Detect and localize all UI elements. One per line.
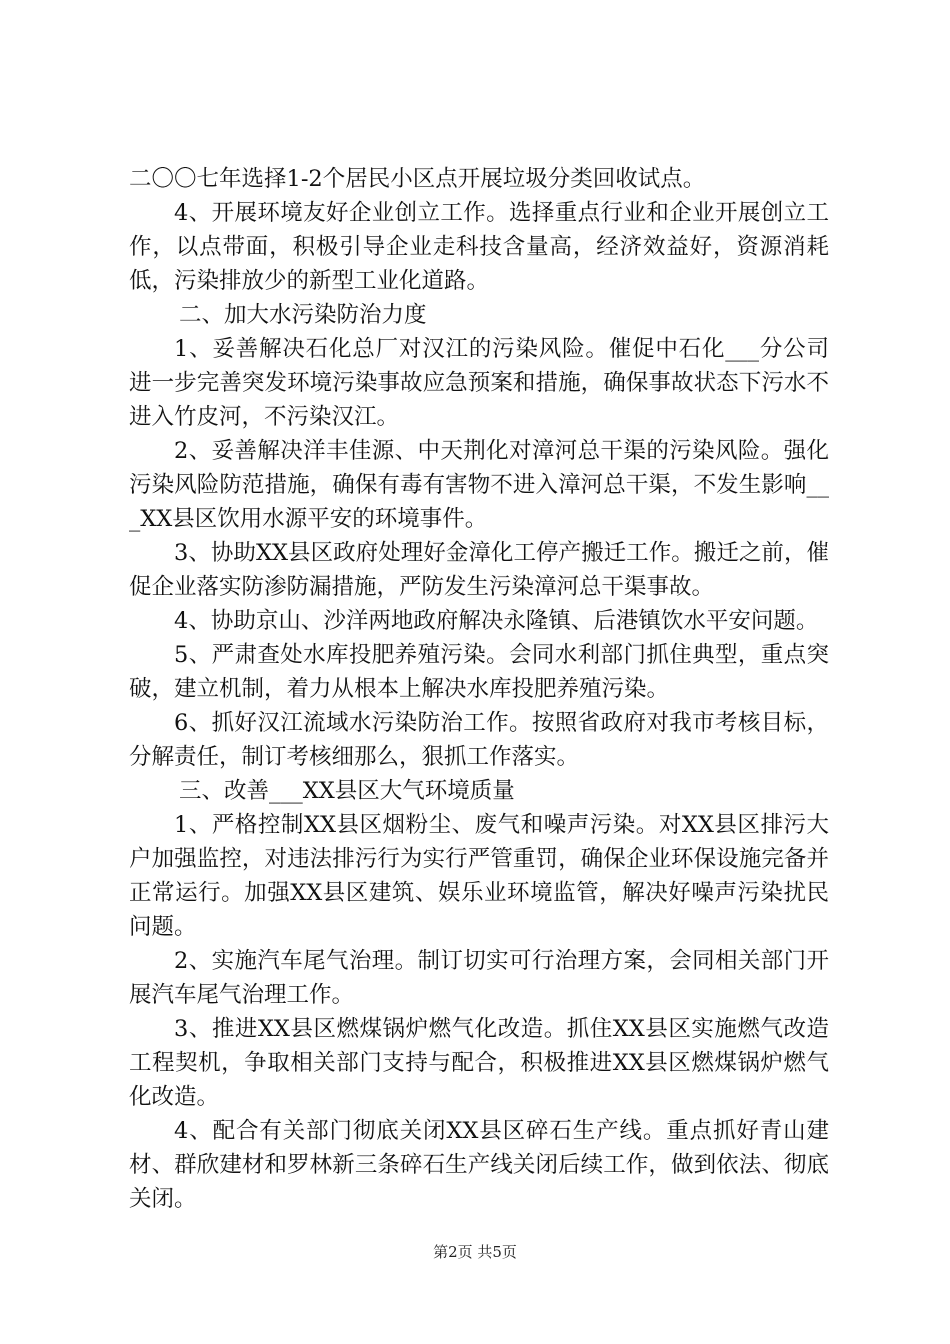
paragraph-air-item-2: 2、实施汽车尾气治理。制订切实可行治理方案，会同相关部门开展汽车尾气治理工作。 [129, 948, 829, 1008]
document-body [129, 162, 829, 1216]
page-number-footer: 第2页 共5页 [433, 1243, 517, 1261]
paragraph-water-item-6: 6、抓好汉江流域水污染防治工作。按照省政府对我市考核目标，分解责任，制订考核细那么，狠抓工作落实。 [129, 710, 829, 770]
paragraph-water-item-4: 4、协助京山、沙洋两地政府解决永隆镇、后港镇饮水平安问题。 [174, 608, 819, 634]
section-heading-air: 三、改善___XX县区大气环境质量 [179, 778, 515, 804]
paragraph-item-4-enterprise: 4、开展环境友好企业创立工作。选择重点行业和企业开展创立工作，以点带面，积极引导企业走科技含量高，经济效益好，资源消耗低，污染排放少的新型工业化道路。 [129, 200, 829, 294]
section-heading-water: 二、加大水污染防治力度 [179, 302, 427, 328]
paragraph-air-item-3: 3、推进XX县区燃煤锅炉燃气化改造。抓住XX县区实施燃气改造工程契机，争取相关部门支持与配合，积极推进XX县区燃煤锅炉燃气化改造。 [129, 1016, 829, 1110]
paragraph-water-item-5: 5、严肃查处水库投肥养殖污染。会同水利部门抓住典型，重点突破，建立机制，着力从根本上解决水库投肥养殖污染。 [129, 642, 829, 702]
paragraph-air-item-4: 4、配合有关部门彻底关闭XX县区碎石生产线。重点抓好青山建材、群欣建材和罗林新三条碎石生产线关闭后续工作，做到依法、彻底关闭。 [129, 1118, 829, 1212]
paragraph-water-item-3: 3、协助XX县区政府处理好金漳化工停产搬迁工作。搬迁之前，催促企业落实防渗防漏措施，严防发生污染漳河总干渠事故。 [129, 540, 829, 600]
paragraph-water-item-2: 2、妥善解决洋丰佳源、中天荆化对漳河总干渠的污染风险。强化污染风险防范措施，确保有毒有害物不进入漳河总干渠，不发生影响___XX县区饮用水源平安的环境事件。 [129, 438, 829, 532]
paragraph-continuation: 二〇〇七年选择1-2个居民小区点开展垃圾分类回收试点。 [129, 166, 706, 192]
paragraph-water-item-1: 1、妥善解决石化总厂对汉江的污染风险。催促中石化___分公司进一步完善突发环境污染事故应急预案和措施，确保事故状态下污水不进入竹皮河，不污染汉江。 [129, 336, 829, 430]
paragraph-air-item-1: 1、严格控制XX县区烟粉尘、废气和噪声污染。对XX县区排污大户加强监控，对违法排污行为实行严管重罚，确保企业环保设施完备并正常运行。加强XX县区建筑、娱乐业环境监管，解决好噪声污染扰民问题。 [129, 812, 829, 940]
